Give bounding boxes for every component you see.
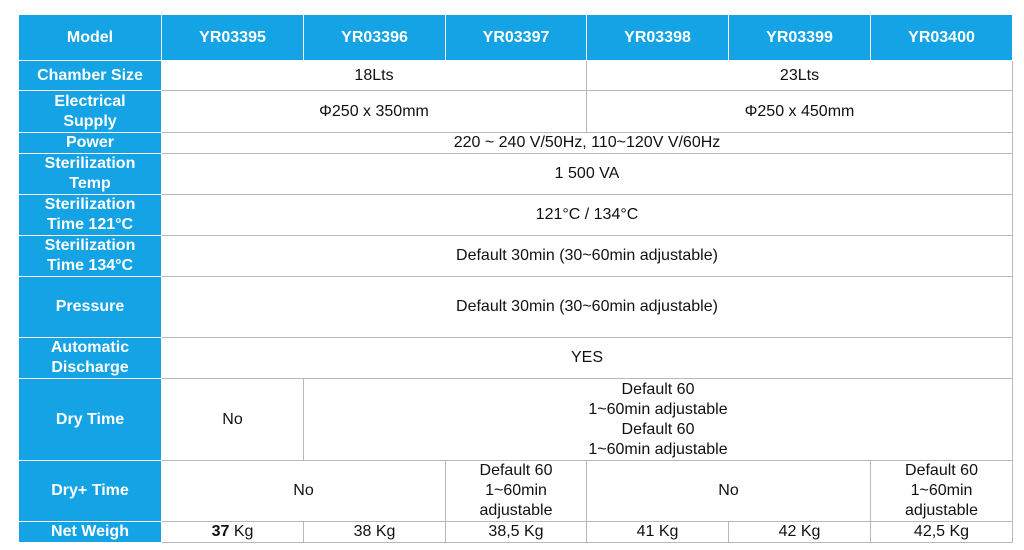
model-yr03396: YR03396 bbox=[304, 15, 446, 61]
electrical-supply-small: Φ250 x 350mm bbox=[162, 91, 587, 133]
chamber-size-large: 23Lts bbox=[587, 61, 1013, 91]
dry-plus-time-yr03397: Default 60 1~60min adjustable bbox=[446, 461, 587, 522]
pressure-label: Pressure bbox=[19, 277, 162, 338]
net-weight-label: Net Weigh bbox=[19, 522, 162, 543]
sterilization-134-row bbox=[19, 236, 1013, 277]
sterilization-temp-label: Sterilization Temp bbox=[19, 154, 162, 195]
model-header: Model bbox=[19, 15, 162, 61]
net-weight-yr03400: 42,5 Kg bbox=[871, 522, 1013, 543]
sterilization-121-row bbox=[19, 195, 1013, 236]
net-weight-yr03395: 37 Kg bbox=[162, 522, 304, 543]
power-value: 220 ~ 240 V/50Hz, 110~120V V/60Hz bbox=[162, 133, 1013, 154]
electrical-supply-large: Φ250 x 450mm bbox=[587, 91, 1013, 133]
chamber-size-label: Chamber Size bbox=[19, 61, 162, 91]
sterilization-temp-row bbox=[19, 154, 1013, 195]
dry-time-yr03395: No bbox=[162, 379, 304, 461]
model-yr03395: YR03395 bbox=[162, 15, 304, 61]
model-yr03399: YR03399 bbox=[729, 15, 871, 61]
sterilization-121-value: 121°C / 134°C bbox=[162, 195, 1013, 236]
dry-time-row bbox=[19, 379, 1013, 461]
automatic-discharge-value: YES bbox=[162, 338, 1013, 379]
sterilization-134-label: Sterilization Time 134°C bbox=[19, 236, 162, 277]
sterilization-134-value: Default 30min (30~60min adjustable) bbox=[162, 236, 1013, 277]
net-weight-yr03396: 38 Kg bbox=[304, 522, 446, 543]
automatic-discharge-row bbox=[19, 338, 1013, 379]
net-weight-row bbox=[19, 522, 1013, 543]
dry-time-label: Dry Time bbox=[19, 379, 162, 461]
chamber-size-small: 18Lts bbox=[162, 61, 587, 91]
net-weight-yr03399: 42 Kg bbox=[729, 522, 871, 543]
dry-plus-time-no-b: No bbox=[587, 461, 871, 522]
pressure-row bbox=[19, 277, 1013, 338]
dry-plus-time-yr03400: Default 60 1~60min adjustable bbox=[871, 461, 1013, 522]
model-yr03397: YR03397 bbox=[446, 15, 587, 61]
model-yr03400: YR03400 bbox=[871, 15, 1013, 61]
header-row bbox=[19, 15, 1013, 61]
dry-plus-time-row bbox=[19, 461, 1013, 522]
net-weight-yr03398: 41 Kg bbox=[587, 522, 729, 543]
electrical-supply-row bbox=[19, 91, 1013, 133]
automatic-discharge-label: Automatic Discharge bbox=[19, 338, 162, 379]
power-label: Power bbox=[19, 133, 162, 154]
chamber-size-row bbox=[19, 61, 1013, 91]
sterilization-121-label: Sterilization Time 121°C bbox=[19, 195, 162, 236]
spec-table bbox=[18, 14, 1013, 543]
electrical-supply-label: Electrical Supply bbox=[19, 91, 162, 133]
model-yr03398: YR03398 bbox=[587, 15, 729, 61]
pressure-value: Default 30min (30~60min adjustable) bbox=[162, 277, 1013, 338]
net-weight-yr03397: 38,5 Kg bbox=[446, 522, 587, 543]
dry-plus-time-label: Dry+ Time bbox=[19, 461, 162, 522]
power-row bbox=[19, 133, 1013, 154]
sterilization-temp-value: 1 500 VA bbox=[162, 154, 1013, 195]
dry-time-others: Default 60 1~60min adjustable Default 60 1~60min adjustable bbox=[304, 379, 1013, 461]
dry-plus-time-no-a: No bbox=[162, 461, 446, 522]
